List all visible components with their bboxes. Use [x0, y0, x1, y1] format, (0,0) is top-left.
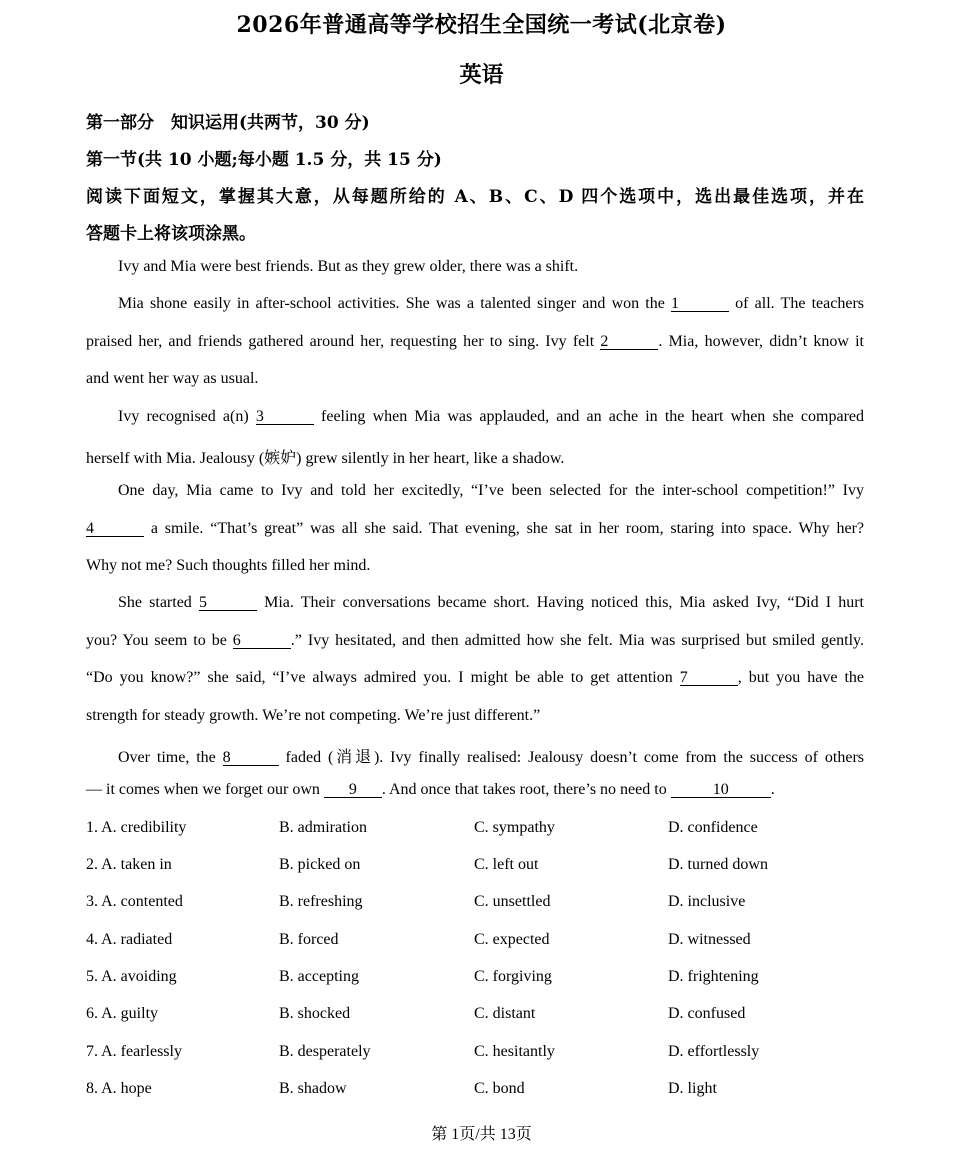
passage-line: [86, 781, 864, 799]
option-2-c: C. left out: [474, 856, 539, 873]
option-2-d: D. turned down: [668, 856, 768, 873]
passage-text: Over time, the: [118, 749, 223, 766]
option-8-a: 8. A. hope: [86, 1080, 152, 1097]
option-1-c: C. sympathy: [474, 819, 555, 836]
passage-line: [86, 669, 864, 687]
instruction-line-2: 答题卡上将该项涂黑。: [86, 224, 256, 244]
option-5-c: C. forgiving: [474, 968, 552, 985]
passage-text: of all. The teachers: [729, 295, 865, 312]
passage-line: [86, 520, 864, 538]
option-1-b: B. admiration: [279, 819, 367, 836]
passage-line: Ivy and Mia were best friends. But as they grew older, there was a shift.: [118, 258, 579, 275]
passage-line: [118, 295, 864, 313]
passage-text: Mia shone easily in after-school activities. She was a talented singer and won the: [118, 295, 672, 312]
blank-3: 3: [256, 409, 314, 425]
blank-7: 7: [680, 670, 738, 686]
passage-line: [86, 632, 864, 650]
instruction-line-1: [86, 182, 864, 207]
passage-line: One day, Mia came to Ivy and told her excitedly, “I’ve been selected for the inter-school competition!” Ivy: [118, 482, 864, 499]
passage-line: [86, 333, 864, 351]
option-7-c: C. hesitantly: [474, 1043, 555, 1060]
blank-4: 4: [86, 521, 144, 537]
passage-text: you? You seem to be: [86, 632, 233, 649]
option-7-a: 7. A. fearlessly: [86, 1043, 182, 1060]
passage-text: Ivy recognised a(n): [118, 408, 256, 425]
blank-10: 10: [671, 782, 771, 798]
option-6-c: C. distant: [474, 1005, 536, 1022]
passage-line: herself with Mia. Jealousy (嫉妒) grew silently in her heart, like a shadow.: [86, 450, 565, 467]
passage-text: .: [770, 781, 775, 798]
passage-text: “Do you know?” she said, “I’ve always admired you. I might be able to get attention: [86, 669, 680, 686]
section-heading: 第一节(共 10 小题;每小题 1.5 分，共 15 分): [86, 150, 442, 170]
blank-8: 8: [223, 750, 279, 766]
passage-text: Mia. Their conversations became short. Having noticed this, Mia asked Ivy, “Did I hurt: [256, 594, 864, 611]
blank-2: 2: [600, 334, 658, 350]
option-5-b: B. accepting: [279, 968, 359, 985]
instruction-text-1: 阅读下面短文，掌握其大意，从每题所给的 A、B、C、D 四个选项中，选出最佳选项，并在: [86, 187, 864, 207]
option-8-c: C. bond: [474, 1080, 525, 1097]
passage-text: , but you have the: [737, 669, 864, 686]
passage-line: [118, 744, 864, 767]
passage-text: feeling when Mia was applauded, and an ache in the heart when she compared: [313, 408, 865, 425]
option-2-a: 2. A. taken in: [86, 856, 172, 873]
passage-text: .” Ivy hesitated, and then admitted how she felt. Mia was surprised but smiled gently.: [290, 632, 864, 649]
option-4-d: D. witnessed: [668, 931, 751, 948]
passage-text: faded (消退). Ivy finally realised: Jealousy doesn’t come from the success of others: [278, 749, 864, 766]
option-5-a: 5. A. avoiding: [86, 968, 177, 985]
option-3-b: B. refreshing: [279, 893, 363, 910]
option-4-a: 4. A. radiated: [86, 931, 173, 948]
option-7-b: B. desperately: [279, 1043, 371, 1060]
option-3-d: D. inclusive: [668, 893, 746, 910]
passage-text: praised her, and friends gathered around her, requesting her to sing. Ivy felt: [86, 333, 601, 350]
part-heading: 第一部分 知识运用(共两节，30 分): [86, 113, 370, 133]
option-6-a: 6. A. guilty: [86, 1005, 159, 1022]
blank-5: 5: [199, 595, 257, 611]
option-8-b: B. shadow: [279, 1080, 347, 1097]
subject-title: 英语: [459, 62, 504, 88]
passage-text: . Mia, however, didn’t know it: [658, 333, 865, 350]
option-6-b: B. shocked: [279, 1005, 351, 1022]
option-6-d: D. confused: [668, 1005, 746, 1022]
passage-line: strength for steady growth. We’re not competing. We’re just different.”: [86, 707, 541, 724]
passage-text: She started: [118, 594, 199, 611]
page-number: 第 1页/共 13页: [431, 1126, 532, 1143]
option-4-b: B. forced: [279, 931, 339, 948]
blank-6: 6: [233, 633, 291, 649]
passage-text: . And once that takes root, there’s no need to: [381, 781, 671, 798]
option-2-b: B. picked on: [279, 856, 361, 873]
blank-1: 1: [671, 296, 729, 312]
option-5-d: D. frightening: [668, 968, 759, 985]
passage-text: — it comes when we forget our own: [86, 781, 324, 798]
option-1-d: D. confidence: [668, 819, 758, 836]
passage-line: [118, 408, 864, 426]
exam-title: 2026年普通高等学校招生全国统一考试(北京卷): [236, 12, 727, 38]
passage-text: a smile. “That’s great” was all she said. That evening, she sat in her room, staring into space. Why her?: [144, 520, 864, 537]
blank-9: 9: [324, 782, 382, 798]
option-3-a: 3. A. contented: [86, 893, 183, 910]
option-4-c: C. expected: [474, 931, 550, 948]
passage-line: [118, 594, 864, 612]
passage-line: Why not me? Such thoughts filled her mind.: [86, 557, 371, 574]
option-8-d: D. light: [668, 1080, 717, 1097]
option-3-c: C. unsettled: [474, 893, 551, 910]
option-1-a: 1. A. credibility: [86, 819, 187, 836]
passage-line: and went her way as usual.: [86, 370, 259, 387]
option-7-d: D. effortlessly: [668, 1043, 760, 1060]
